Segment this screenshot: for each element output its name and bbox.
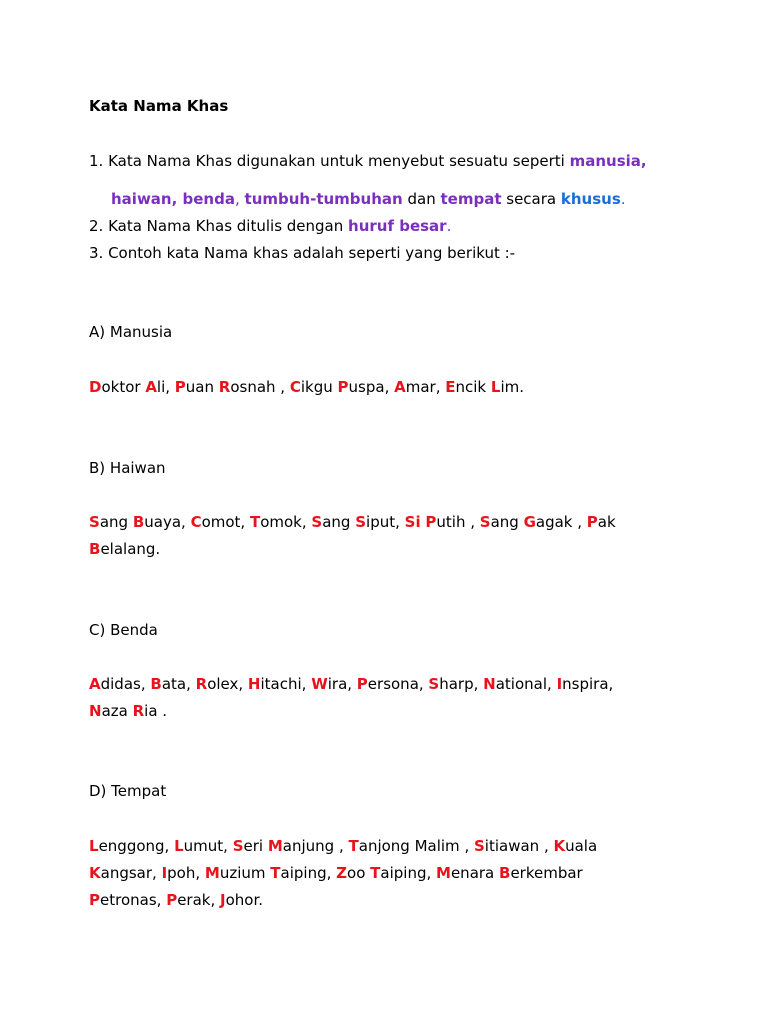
section-heading-manusia: A) Manusia bbox=[89, 323, 173, 341]
text-segment: uan bbox=[185, 378, 219, 396]
capital-letter: M bbox=[267, 837, 283, 855]
capital-letter: T bbox=[370, 864, 381, 882]
capital-letter: P bbox=[174, 378, 186, 396]
text-segment: harp, bbox=[439, 675, 484, 693]
text-segment: omok, bbox=[260, 513, 312, 531]
text-segment: im. bbox=[500, 378, 524, 396]
text-segment: osnah , bbox=[230, 378, 290, 396]
capital-letter: N bbox=[89, 702, 102, 720]
capital-letter: G bbox=[523, 513, 536, 531]
capital-letter: A bbox=[89, 675, 101, 693]
capital-letter: T bbox=[348, 837, 359, 855]
capital-letter: L bbox=[174, 837, 184, 855]
highlighted-text: khusus bbox=[560, 190, 621, 208]
intro-line-4 bbox=[89, 243, 515, 263]
capital-letter: B bbox=[132, 513, 145, 531]
text-segment: 1. Kata Nama Khas digunakan untuk menyebut sesuatu seperti bbox=[89, 152, 570, 170]
capital-letter: P bbox=[166, 891, 178, 909]
text-segment: angsar, bbox=[100, 864, 162, 882]
capital-letter: H bbox=[247, 675, 261, 693]
section-examples-haiwan-2 bbox=[89, 539, 160, 559]
text-segment: 2. Kata Nama Khas ditulis dengan bbox=[89, 217, 349, 235]
capital-letter: E bbox=[445, 378, 456, 396]
text-segment: nspira, bbox=[562, 675, 614, 693]
text-segment: omot, bbox=[201, 513, 250, 531]
capital-letter: T bbox=[249, 513, 261, 531]
text-segment: enara bbox=[450, 864, 500, 882]
capital-letter: S bbox=[428, 675, 440, 693]
capital-letter: R bbox=[218, 378, 231, 396]
text-segment: ohor. bbox=[225, 891, 264, 909]
text-segment: uaya, bbox=[144, 513, 191, 531]
text-segment: utih , bbox=[436, 513, 480, 531]
section-heading-benda: C) Benda bbox=[89, 621, 158, 639]
capital-letter: A bbox=[394, 378, 406, 396]
intro-line-3 bbox=[89, 216, 451, 236]
highlighted-text: haiwan, benda bbox=[111, 190, 235, 208]
text-segment: ira, bbox=[327, 675, 357, 693]
capital-letter: K bbox=[553, 837, 566, 855]
capital-letter: B bbox=[89, 540, 101, 558]
intro-line-2 bbox=[111, 189, 626, 209]
section-heading-haiwan: B) Haiwan bbox=[89, 459, 166, 477]
capital-letter: S bbox=[355, 513, 367, 531]
text-segment: erkembar bbox=[510, 864, 583, 882]
capital-letter: S bbox=[473, 837, 485, 855]
capital-letter: C bbox=[289, 378, 301, 396]
text-segment: ang bbox=[490, 513, 524, 531]
text-segment: olex, bbox=[207, 675, 248, 693]
text-segment: ational, bbox=[495, 675, 557, 693]
text-segment: mar, bbox=[405, 378, 446, 396]
text-segment: aiping, bbox=[380, 864, 437, 882]
text-segment: ak bbox=[597, 513, 616, 531]
capital-letter: I bbox=[161, 864, 168, 882]
text-segment: ang bbox=[99, 513, 133, 531]
text-segment: poh, bbox=[167, 864, 205, 882]
capital-letter: R bbox=[195, 675, 208, 693]
intro-line-1 bbox=[89, 151, 647, 171]
section-examples-benda bbox=[89, 674, 613, 694]
capital-letter: A bbox=[145, 378, 157, 396]
capital-letter: T bbox=[270, 864, 281, 882]
highlighted-text: . bbox=[446, 217, 452, 235]
text-segment: ersona, bbox=[367, 675, 429, 693]
capital-letter: L bbox=[89, 837, 99, 855]
text-segment: enggong, bbox=[98, 837, 175, 855]
capital-letter: Si bbox=[404, 513, 421, 531]
text-segment: uspa, bbox=[348, 378, 395, 396]
capital-letter: C bbox=[190, 513, 202, 531]
capital-letter: P bbox=[356, 675, 368, 693]
capital-letter: S bbox=[89, 513, 100, 531]
section-examples-tempat-3 bbox=[89, 890, 263, 910]
capital-letter: N bbox=[483, 675, 496, 693]
capital-letter: S bbox=[311, 513, 323, 531]
section-examples-tempat bbox=[89, 836, 597, 856]
text-segment: aiping, bbox=[280, 864, 337, 882]
highlighted-text: , bbox=[234, 190, 245, 208]
highlighted-text: tempat bbox=[440, 190, 502, 208]
text-segment: itachi, bbox=[260, 675, 312, 693]
capital-letter: S bbox=[479, 513, 491, 531]
section-examples-benda-2 bbox=[89, 701, 167, 721]
capital-letter: M bbox=[436, 864, 451, 882]
capital-letter: M bbox=[204, 864, 220, 882]
text-segment: ia . bbox=[144, 702, 168, 720]
text-segment: erak, bbox=[177, 891, 220, 909]
text-segment: oo bbox=[347, 864, 371, 882]
page-title: Kata Nama Khas bbox=[89, 97, 229, 115]
text-segment: elalang. bbox=[100, 540, 161, 558]
text-segment: uala bbox=[565, 837, 598, 855]
text-segment: ata, bbox=[161, 675, 196, 693]
highlighted-text: huruf besar bbox=[348, 217, 447, 235]
text-segment: umut, bbox=[183, 837, 233, 855]
section-examples-manusia bbox=[89, 377, 524, 397]
capital-letter: P bbox=[89, 891, 100, 909]
capital-letter: B bbox=[150, 675, 162, 693]
capital-letter: I bbox=[556, 675, 563, 693]
text-segment: ang bbox=[322, 513, 356, 531]
text-segment: itiawan , bbox=[484, 837, 554, 855]
section-examples-tempat-2 bbox=[89, 863, 583, 883]
text-segment: 3. Contoh kata Nama khas adalah seperti yang berikut :- bbox=[89, 244, 516, 262]
capital-letter: D bbox=[89, 378, 102, 396]
capital-letter: B bbox=[499, 864, 511, 882]
text-segment: anjong Malim , bbox=[358, 837, 474, 855]
capital-letter: W bbox=[311, 675, 328, 693]
text-segment: dan bbox=[402, 190, 441, 208]
text-segment: didas, bbox=[100, 675, 151, 693]
capital-letter: S bbox=[232, 837, 244, 855]
capital-letter: P bbox=[337, 378, 349, 396]
text-segment: li, bbox=[156, 378, 175, 396]
section-examples-haiwan bbox=[89, 512, 616, 532]
capital-letter: Z bbox=[336, 864, 348, 882]
text-segment: oktor bbox=[101, 378, 146, 396]
highlighted-text: . bbox=[620, 190, 626, 208]
text-segment: eri bbox=[243, 837, 268, 855]
capital-letter: P bbox=[586, 513, 598, 531]
capital-letter: K bbox=[89, 864, 101, 882]
text-segment: aza bbox=[101, 702, 133, 720]
text-segment: iput, bbox=[366, 513, 405, 531]
text-segment: agak , bbox=[535, 513, 587, 531]
text-segment: etronas, bbox=[100, 891, 167, 909]
capital-letter: J bbox=[220, 891, 226, 909]
capital-letter: P bbox=[425, 513, 437, 531]
text-segment: ikgu bbox=[300, 378, 338, 396]
highlighted-text: manusia, bbox=[569, 152, 647, 170]
text-segment: secara bbox=[501, 190, 561, 208]
text-segment: ncik bbox=[455, 378, 491, 396]
section-heading-tempat: D) Tempat bbox=[89, 782, 167, 800]
capital-letter: R bbox=[132, 702, 145, 720]
capital-letter: L bbox=[490, 378, 501, 396]
highlighted-text: tumbuh-tumbuhan bbox=[244, 190, 403, 208]
text-segment: uzium bbox=[219, 864, 271, 882]
text-segment: anjung , bbox=[282, 837, 349, 855]
